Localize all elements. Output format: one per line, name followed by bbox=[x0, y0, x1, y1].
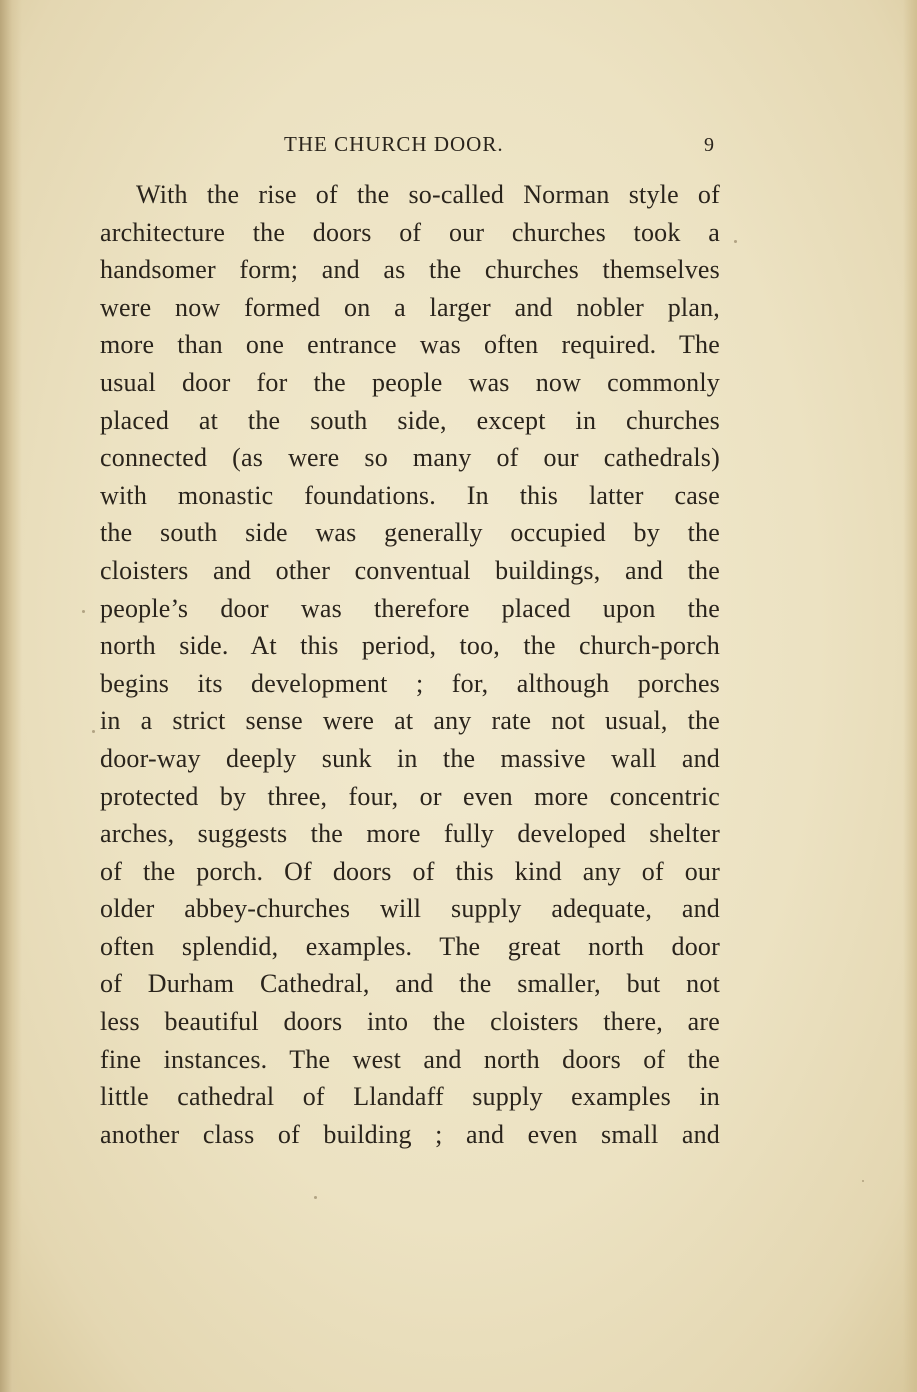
text-line: people’s door was therefore placed upon the bbox=[100, 593, 720, 623]
body-paragraph bbox=[100, 176, 720, 1153]
text-line: little cathedral of Llandaff supply examples in bbox=[100, 1082, 720, 1112]
paper-speck bbox=[734, 240, 737, 243]
text-line: another class of building ; and even small and bbox=[100, 1119, 720, 1149]
text-line: north side. At this period, too, the church-porch bbox=[100, 631, 720, 661]
text-line: architecture the doors of our churches took a bbox=[100, 217, 720, 247]
text-line: begins its development ; for, although porches bbox=[100, 668, 720, 698]
text-line: in a strict sense were at any rate not usual, the bbox=[100, 706, 720, 736]
paper-speck bbox=[92, 730, 95, 733]
text-line: connected (as were so many of our cathedrals) bbox=[100, 443, 720, 473]
text-line: more than one entrance was often required. The bbox=[100, 330, 720, 360]
text-line: protected by three, four, or even more concentric bbox=[100, 781, 720, 811]
text-line: door-way deeply sunk in the massive wall and bbox=[100, 743, 720, 773]
text-line: fine instances. The west and north doors of the bbox=[100, 1044, 720, 1074]
text-line: less beautiful doors into the cloisters there, are bbox=[100, 1007, 720, 1037]
text-line: of the porch. Of doors of this kind any of our bbox=[100, 856, 720, 886]
text-line: often splendid, examples. The great north door bbox=[100, 931, 720, 961]
running-header bbox=[100, 132, 720, 162]
text-line: of Durham Cathedral, and the smaller, but not bbox=[100, 969, 720, 999]
text-line: With the rise of the so-called Norman style of bbox=[136, 180, 720, 209]
text-line: with monastic foundations. In this latter case bbox=[100, 480, 720, 510]
text-line: older abbey-churches will supply adequate, and bbox=[100, 894, 720, 924]
text-line: handsomer form; and as the churches themselves bbox=[100, 255, 720, 285]
paper-speck bbox=[314, 1196, 317, 1199]
gutter-shadow bbox=[0, 0, 22, 1392]
running-title: THE CHURCH DOOR. bbox=[284, 132, 504, 156]
text-line: placed at the south side, except in churches bbox=[100, 405, 720, 435]
text-line: the south side was generally occupied by the bbox=[100, 518, 720, 548]
paper-speck bbox=[82, 610, 85, 613]
page-edge bbox=[903, 0, 917, 1392]
text-line: arches, suggests the more fully developed shelter bbox=[100, 819, 720, 849]
paper-speck bbox=[862, 1180, 864, 1182]
text-line: were now formed on a larger and nobler plan, bbox=[100, 292, 720, 322]
page-number: 9 bbox=[704, 134, 714, 156]
text-line: cloisters and other conventual buildings, and the bbox=[100, 555, 720, 585]
text-line: usual door for the people was now commonly bbox=[100, 367, 720, 397]
